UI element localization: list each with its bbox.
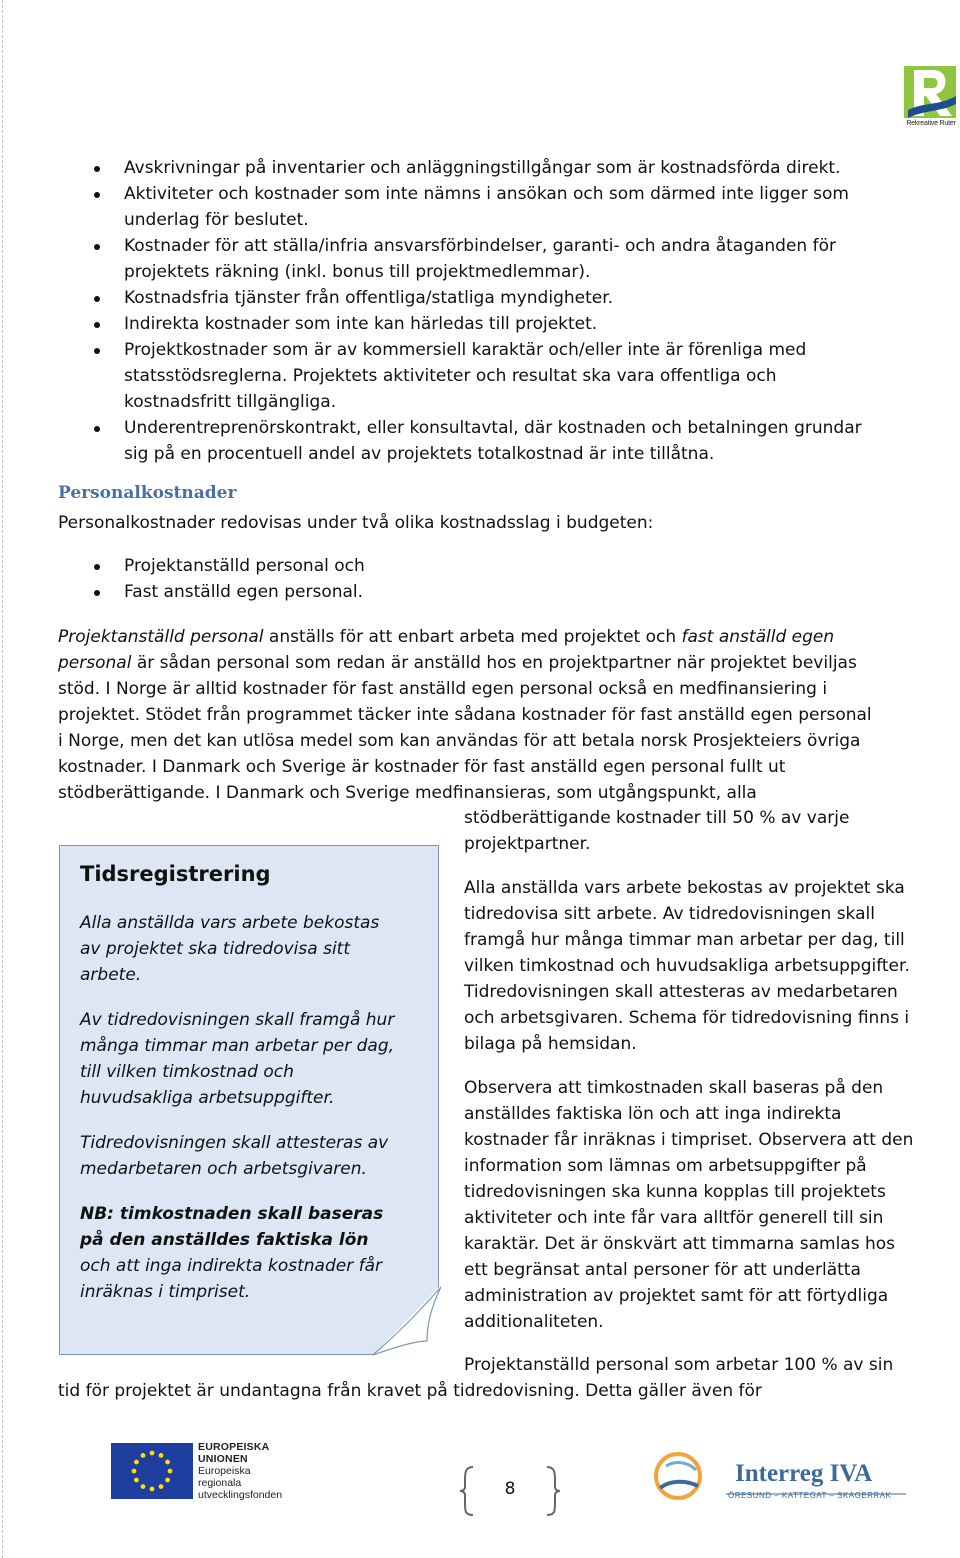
page-curl-icon [371, 1285, 441, 1357]
tidsregistrering-note [59, 845, 439, 1355]
text-block: tid för projektet är undantagna från kravet på tidredovisning. Detta gäller även för [58, 1381, 762, 1401]
section-lead: Personalkostnader redovisas under två olika kostnadsslag i budgeten: [58, 513, 654, 533]
eu-flag-icon [111, 1443, 193, 1499]
list-item: Projektanställd personal och [58, 553, 948, 579]
note-body: Alla anställda vars arbete bekostas av projektet ska tidredovisa sitt arbete. Av tidredovisningen skall framgå hur många timmar man arbetar per dag, till vilken timkostnad och huvudsakliga arbetsuppgifter. Tidredovisningen skall attesteras av medarbetaren och arbetsgivaren. NB: timkostnaden skall baseras på den anställdes faktiska lön och att inga indirekta kostnader får inräknas i timpriset. [80, 913, 395, 1302]
note-title: Tidsregistrering [80, 862, 271, 886]
list-item: Kostnader för att ställa/infria ansvarsförbindelser, garanti- och andra åtaganden för projektets räkning (inkl. bonus till projektmedlemmar). [58, 233, 948, 285]
section-heading: Personalkostnader [58, 483, 237, 503]
text-block: Alla anställda vars arbete bekostas av projektet ska tidredovisa sitt arbete. Av tidredovisningen skall framgå hur många timmar man arbetar per dag, till vilken timkostnad och huvudsakliga arbetsuppgifter. Tidredovisningen skall attesteras av medarbetaren och arbetsgivaren. Schema för tidredovisning finns i bilaga på hemsidan. [464, 878, 910, 1054]
text-block: Projektanställd personal som arbetar 100 % av sin [464, 1355, 894, 1375]
logo-caption: Rekreative Ruter [906, 120, 956, 127]
list-item: Avskrivningar på inventarier och anläggningstillgångar som är kostnadsförda direkt. [58, 155, 948, 181]
page-number-block [455, 1463, 565, 1519]
interreg-subtitle: ÖRESUND – KATTEGAT – SKAGERRAK [728, 1491, 892, 1500]
list-item: Aktiviteter och kostnader som inte nämns i ansökan och som därmed inte ligger som underlag för beslutet. [58, 181, 948, 233]
excluded-costs-list [58, 155, 948, 467]
rekreative-ruter-logo [904, 66, 956, 128]
list-item: Underentreprenörskontrakt, eller konsultavtal, där kostnaden och betalningen grundar sig på en procentuell andel av projektets totalkostnad är inte tillåtna. [58, 415, 948, 467]
personnel-paragraph: Projektanställd personal anställs för att enbart arbeta med projektet och fast anställd egen personal är sådan personal som redan är anställd hos en projektpartner när projektet beviljas stöd. I Norge är alltid kostnader för fast anställd egen personal också en medfinansiering i projektet. Stödet från programmet täcker inte sådana kostnader för fast anställd egen personal i Norge, men det kan utlösa medel som kan användas för att betala norsk Prosjekteiers övriga kostnader. I Danmark och Sverige är kostnader för fast anställd egen personal fullt ut stödberättigande. I Danmark och Sverige medfinansieras, som utgångspunkt, alla [58, 627, 872, 803]
list-item: Indirekta kostnader som inte kan härledas till projektet. [58, 311, 948, 337]
note-panel [59, 845, 439, 1355]
eu-caption: EUROPEISKA UNIONEN Europeiska regionala utvecklingsfonden [198, 1441, 283, 1501]
text-block: stödberättigande kostnader till 50 % av varje projektpartner. [464, 808, 850, 854]
page-edge-line [2, 0, 3, 1558]
list-item: Fast anställd egen personal. [58, 579, 948, 605]
list-item: Kostnadsfria tjänster från offentliga/statliga myndigheter. [58, 285, 948, 311]
interreg-name: Interreg IVA [735, 1460, 873, 1487]
list-item: Projektkostnader som är av kommersiell karaktär och/eller inte är förenliga med statsstödsreglerna. Projektets aktiviteter och resultat ska vara offentliga och kostnadsfritt tillgängliga. [58, 337, 948, 415]
text-block: Observera att timkostnaden skall baseras på den anställdes faktiska lön och att inga indirekta kostnader får inräknas i timpriset. Observera att den information som lämnas om arbetsuppgifter på tidredovisningen ska kunna kopplas till projektets aktiviteter och inte får vara alltför generell till sin karaktär. Det är önskvärt att timmarna samlas hos ett begränsat antal personer för att underlätta administration av projektet samt för att förtydliga additionaliteten. [464, 1078, 914, 1332]
staff-types-list [58, 553, 948, 605]
page-number: 8 [504, 1479, 516, 1499]
